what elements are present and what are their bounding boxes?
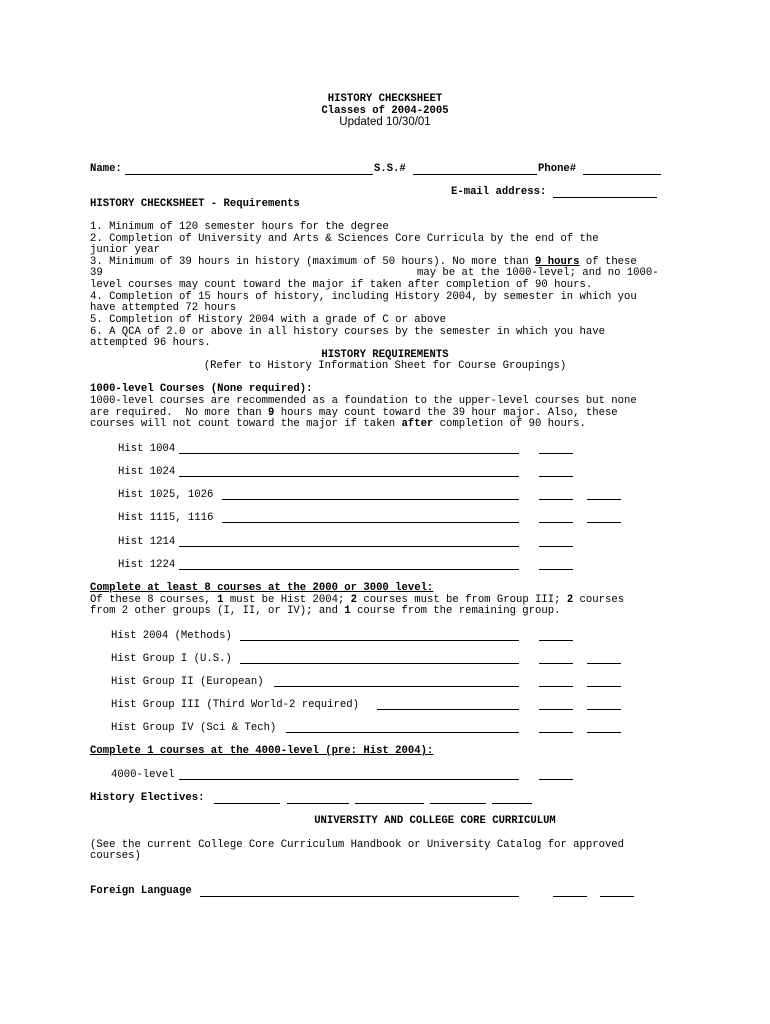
- doc-title: HISTORY CHECKSHEET: [327, 93, 443, 105]
- grade-blank[interactable]: [587, 732, 621, 733]
- course-line[interactable]: [222, 522, 519, 523]
- req-line-6: 4. Completion of 15 hours of history, including History 2004, by semester in which you: [90, 291, 637, 303]
- history-req-note: (Refer to History Information Sheet for Course Groupings): [203, 360, 567, 372]
- course-label: Hist Group III (Third World-2 required): [111, 699, 359, 711]
- grade-blank[interactable]: [539, 732, 573, 733]
- grade-blank[interactable]: [539, 640, 573, 641]
- req-nine-hours: 9 hours: [535, 256, 580, 268]
- level1000-p3: courses will not count toward the major if taken after completion of 90 hours.: [90, 418, 586, 430]
- req-line-4: 3. Minimum of 39 hours in history (maximum of 50 hours). No more than 9 hours of these: [90, 256, 637, 268]
- grade-blank[interactable]: [587, 499, 621, 500]
- course-line[interactable]: [179, 546, 519, 547]
- req-line-1: 1. Minimum of 120 semester hours for the degree: [90, 221, 389, 233]
- elective-blank[interactable]: [287, 803, 349, 804]
- email-field[interactable]: [553, 197, 657, 198]
- course-line[interactable]: [240, 663, 519, 664]
- level2000-p2: from 2 other groups (I, II, or IV); and 1 course from the remaining group.: [90, 605, 561, 617]
- elective-blank[interactable]: [430, 803, 486, 804]
- course-line[interactable]: [377, 709, 519, 710]
- course-label: Hist 1115, 1116: [118, 512, 214, 524]
- level1000-heading: 1000-level Courses (None required):: [90, 383, 313, 395]
- req-line-3: junior year: [90, 244, 160, 256]
- email-label: E-mail address:: [451, 186, 547, 198]
- req-line-8: 5. Completion of History 2004 with a grade of C or above: [90, 314, 447, 326]
- grade-blank[interactable]: [539, 546, 573, 547]
- requirements-heading: HISTORY CHECKSHEET - Requirements: [90, 198, 300, 210]
- course-line[interactable]: [286, 732, 519, 733]
- ss-field[interactable]: [413, 174, 537, 175]
- name-field[interactable]: [125, 174, 373, 175]
- ss-label: S.S.#: [374, 163, 406, 175]
- grade-blank[interactable]: [539, 476, 573, 477]
- grade-blank[interactable]: [539, 499, 573, 500]
- grade-blank[interactable]: [539, 709, 573, 710]
- req-line-9: 6. A QCA of 2.0 or above in all history courses by the semester in which you have: [90, 326, 605, 338]
- elective-blank[interactable]: [492, 803, 532, 804]
- req-line-39: 39: [90, 267, 103, 279]
- level2000-heading: Complete at least 8 courses at the 2000 or 3000 level:: [90, 582, 434, 594]
- req-line-10: attempted 96 hours.: [90, 337, 211, 349]
- course-label: Hist Group I (U.S.): [111, 653, 232, 665]
- course-label: Hist Group IV (Sci & Tech): [111, 722, 277, 734]
- grade-blank[interactable]: [587, 663, 621, 664]
- phone-field[interactable]: [583, 174, 661, 175]
- elective-blank[interactable]: [355, 803, 424, 804]
- grade-blank[interactable]: [587, 709, 621, 710]
- course-label: Hist Group II (European): [111, 676, 264, 688]
- course-label: Hist 1214: [118, 536, 176, 548]
- course-line[interactable]: [200, 896, 519, 897]
- grade-blank[interactable]: [600, 896, 634, 897]
- name-label: Name:: [90, 163, 122, 175]
- req-line-7: have attempted 72 hours: [90, 302, 237, 314]
- electives-label: History Electives:: [90, 792, 205, 804]
- course-label: 4000-level: [111, 769, 175, 781]
- elective-blank[interactable]: [214, 803, 280, 804]
- grade-blank[interactable]: [539, 779, 573, 780]
- core-heading: UNIVERSITY AND COLLEGE CORE CURRICULUM: [314, 815, 556, 827]
- course-line[interactable]: [179, 569, 519, 570]
- core-note-1: (See the current College Core Curriculum Handbook or University Catalog for approved: [90, 839, 625, 851]
- level1000-p2: are required. No more than 9 hours may count toward the 39 hour major. Also, these: [90, 407, 618, 419]
- course-label: Hist 1025, 1026: [118, 489, 214, 501]
- req-line-5: level courses may count toward the major if taken after completion of 90 hours.: [90, 279, 593, 291]
- phone-label: Phone#: [538, 163, 577, 175]
- course-label: Hist 1224: [118, 559, 176, 571]
- doc-updated: Updated 10/30/01: [339, 116, 431, 128]
- course-line[interactable]: [179, 476, 519, 477]
- req-line-level: may be at the 1000-level; and no 1000-: [417, 267, 659, 279]
- grade-blank[interactable]: [539, 686, 573, 687]
- core-note-2: courses): [90, 850, 141, 862]
- grade-blank[interactable]: [539, 453, 573, 454]
- grade-blank[interactable]: [587, 686, 621, 687]
- course-label: Hist 1004: [118, 443, 176, 455]
- level4000-heading: Complete 1 courses at the 4000-level (pre: Hist 2004):: [90, 745, 434, 757]
- grade-blank[interactable]: [539, 569, 573, 570]
- grade-blank[interactable]: [539, 663, 573, 664]
- level1000-p1: 1000-level courses are recommended as a foundation to the upper-level courses but none: [90, 395, 637, 407]
- course-line[interactable]: [179, 453, 519, 454]
- course-label: Hist 1024: [118, 466, 176, 478]
- foreign-language-label: Foreign Language: [90, 885, 192, 897]
- grade-blank[interactable]: [539, 522, 573, 523]
- course-label: Hist 2004 (Methods): [111, 630, 232, 642]
- level2000-p1: Of these 8 courses, 1 must be Hist 2004; 2 courses must be from Group III; 2 courses: [90, 594, 625, 606]
- doc-classes: Classes of 2004-2005: [321, 105, 449, 117]
- course-line[interactable]: [274, 686, 519, 687]
- grade-blank[interactable]: [587, 522, 621, 523]
- req-line-2: 2. Completion of University and Arts & Sciences Core Curricula by the end of the: [90, 233, 599, 245]
- course-line[interactable]: [179, 779, 519, 780]
- grade-blank[interactable]: [553, 896, 587, 897]
- course-line[interactable]: [222, 499, 519, 500]
- course-line[interactable]: [240, 640, 519, 641]
- history-req-heading: HISTORY REQUIREMENTS: [321, 349, 449, 361]
